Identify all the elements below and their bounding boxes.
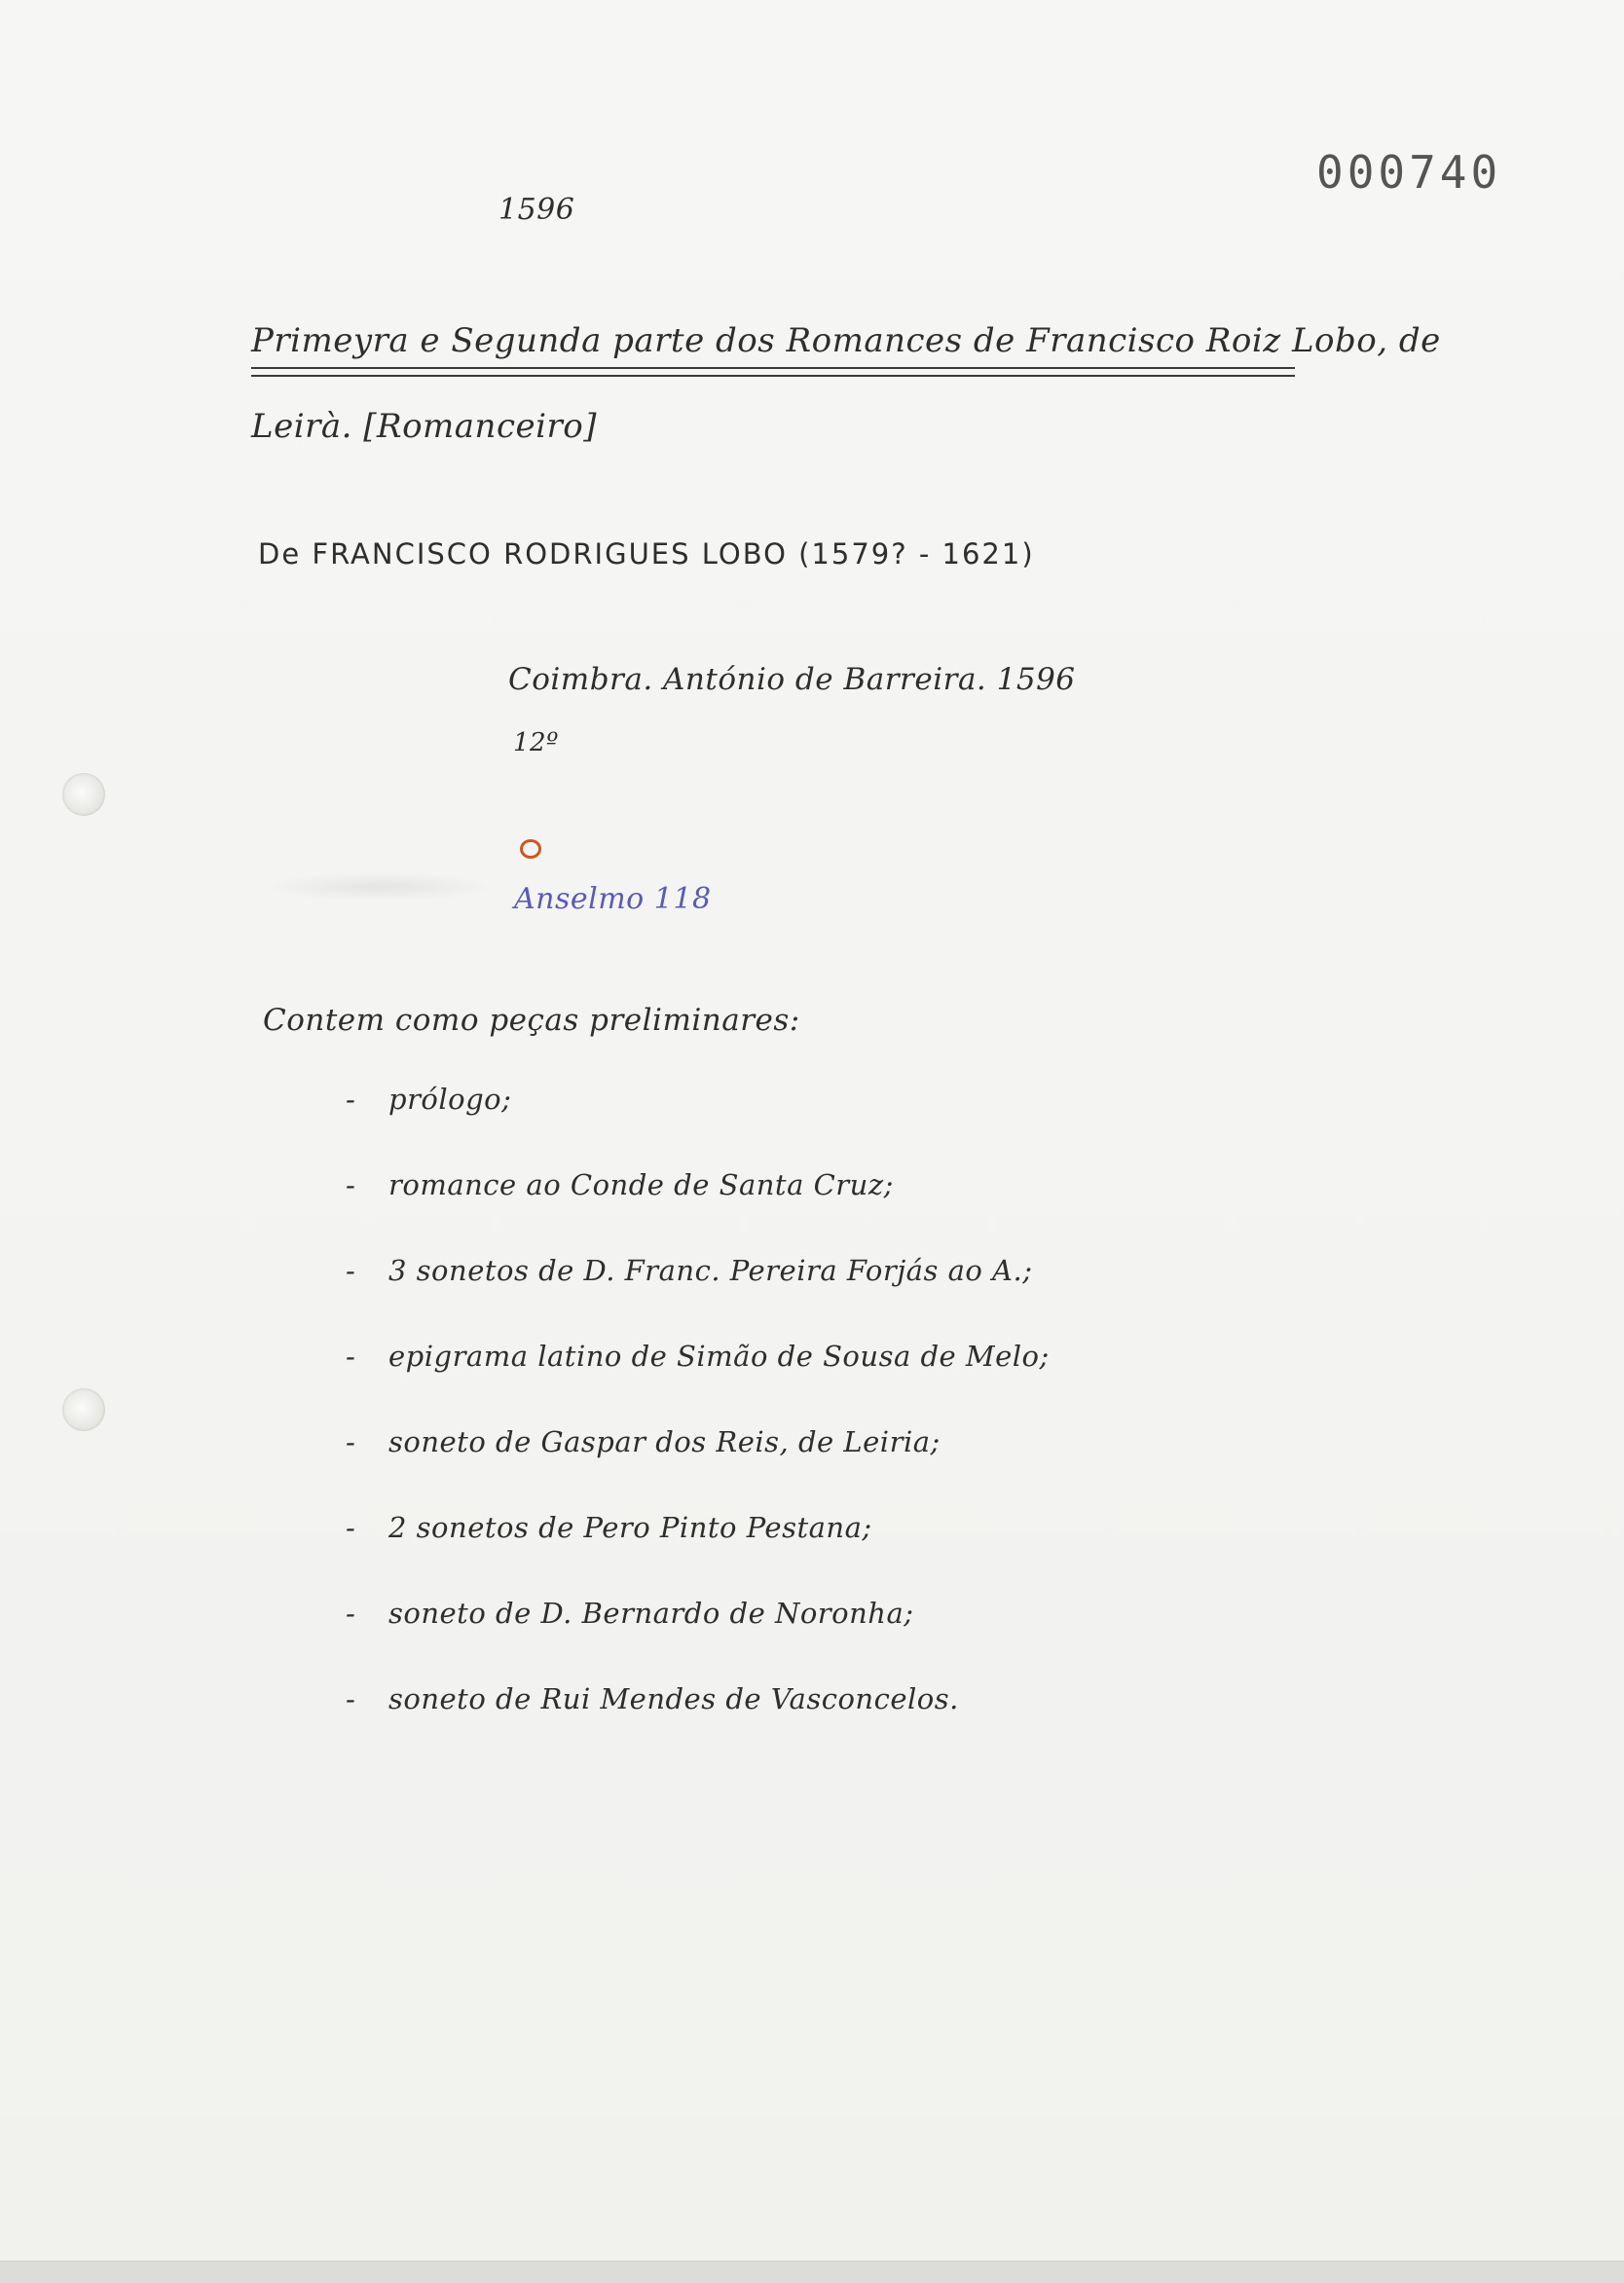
list-item — [346, 1511, 1050, 1597]
list-item — [346, 1168, 1050, 1254]
author-line: De FRANCISCO RODRIGUES LOBO (1579? - 1621) — [258, 537, 1035, 571]
list-dash: - — [346, 1340, 356, 1373]
list-item — [346, 1340, 1050, 1425]
list-item-text: 2 sonetos de Pero Pinto Pestana; — [388, 1511, 872, 1544]
bibliographic-reference: Anselmo 118 — [514, 882, 712, 916]
punch-hole-bottom — [62, 1388, 105, 1431]
list-item — [346, 1425, 1050, 1511]
list-item-text: 3 sonetos de D. Franc. Pereira Forjás ao A.; — [388, 1254, 1033, 1287]
title-line-2: Leirà. [Romanceiro] — [251, 407, 597, 446]
list-item-text: prólogo; — [388, 1083, 512, 1116]
list-dash: - — [346, 1597, 356, 1630]
scan-bottom-edge — [0, 2261, 1624, 2283]
preliminaries-list — [346, 1083, 1050, 1768]
list-item-text: soneto de D. Bernardo de Noronha; — [388, 1597, 914, 1630]
list-item — [346, 1682, 1050, 1768]
year-heading: 1596 — [498, 193, 575, 227]
imprint-line: Coimbra. António de Barreira. 1596 — [508, 662, 1076, 697]
list-dash: - — [346, 1168, 356, 1201]
punch-hole-top — [62, 773, 105, 816]
list-item-text: soneto de Rui Mendes de Vasconcelos. — [388, 1682, 959, 1715]
format-line: 12º — [513, 728, 559, 757]
list-item-text: epigrama latino de Simão de Sousa de Melo; — [388, 1340, 1050, 1373]
erased-smudge — [263, 872, 497, 902]
list-dash: - — [346, 1254, 356, 1287]
list-dash: - — [346, 1425, 356, 1458]
list-item-text: soneto de Gaspar dos Reis, de Leiria; — [388, 1425, 941, 1458]
list-item-text: romance ao Conde de Santa Cruz; — [388, 1168, 894, 1201]
list-item — [346, 1254, 1050, 1340]
title-underline — [251, 367, 1295, 377]
list-dash: - — [346, 1682, 356, 1715]
red-circle-mark — [520, 839, 541, 859]
list-item — [346, 1083, 1050, 1168]
preliminaries-intro: Contem como peças preliminares: — [263, 1003, 800, 1038]
title-line-1: Primeyra e Segunda parte dos Romances de Francisco Roiz Lobo, de — [251, 321, 1441, 360]
list-item — [346, 1597, 1050, 1682]
catalog-stamp-number: 000740 — [1316, 146, 1502, 199]
list-dash: - — [346, 1083, 356, 1116]
list-dash: - — [346, 1511, 356, 1544]
